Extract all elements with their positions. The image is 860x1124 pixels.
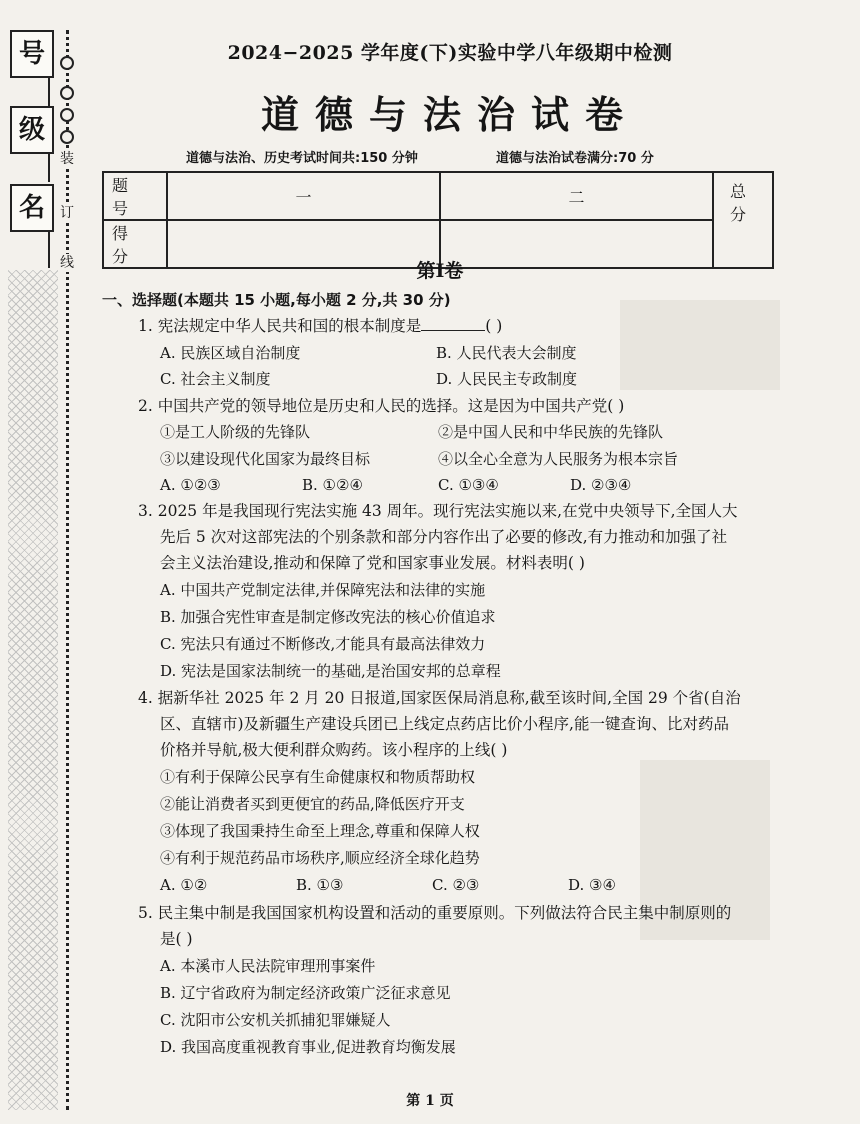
option-c: C. 沈阳市公安机关抓捕犯罪嫌疑人 bbox=[160, 1011, 391, 1029]
section-1-title: 一、选择题(本题共 15 小题,每小题 2 分,共 30 分) bbox=[102, 291, 451, 309]
statement-2: ②是中国人民和中华民族的先锋队 bbox=[438, 423, 664, 441]
col-section-2: 二 bbox=[440, 172, 713, 220]
volume-title: 第Ⅰ卷 bbox=[416, 260, 464, 282]
question-5-stem: 是( ) bbox=[160, 930, 193, 948]
option-d: D. 我国高度重视教育事业,促进教育均衡发展 bbox=[160, 1038, 456, 1056]
answer-blank bbox=[421, 316, 485, 331]
binding-rule bbox=[48, 76, 50, 106]
exam-title: 道德与法治试卷 bbox=[260, 92, 639, 137]
binding-hatch-pattern bbox=[8, 270, 58, 1110]
seal-word-ding: 订 bbox=[60, 205, 74, 221]
statement-4: ④以全心全意为人民服务为根本宗旨 bbox=[438, 450, 679, 468]
seal-word-xian: 线 bbox=[60, 255, 74, 271]
option-b: B. 人民代表大会制度 bbox=[436, 344, 577, 362]
option-d: D. 人民民主专政制度 bbox=[436, 370, 578, 388]
exam-subtitle: 2024−2025 学年度(下)实验中学八年级期中检测 bbox=[227, 42, 673, 64]
option-a: A. ①②③ bbox=[160, 476, 221, 494]
binding-strip bbox=[0, 0, 90, 1124]
question-2-stem: 2. 中国共产党的领导地位是历史和人民的选择。这是因为中国共产党( ) bbox=[138, 397, 625, 415]
question-1-text: 1. 宪法规定中华人民共和国的根本制度是 bbox=[138, 317, 422, 335]
option-d: D. ③④ bbox=[568, 876, 616, 894]
class-label: 级 bbox=[10, 106, 54, 154]
question-4-stem: 价格并导航,极大便利群众购药。该小程序的上线( ) bbox=[160, 741, 508, 759]
option-a: A. 民族区域自治制度 bbox=[160, 344, 301, 362]
exam-time-info: 道德与法治、历史考试时间共:150 分钟 bbox=[186, 151, 418, 166]
question-3-stem: 先后 5 次对这部宪法的个别条款和部分内容作出了必要的修改,有力推动和加强了社 bbox=[160, 528, 728, 546]
circle-mark bbox=[60, 86, 74, 100]
row-head-question-number: 题 号 bbox=[103, 172, 167, 220]
row-head-score: 得 分 bbox=[103, 220, 167, 268]
circle-mark bbox=[60, 130, 74, 144]
option-c: C. 社会主义制度 bbox=[160, 370, 271, 388]
col-total: 总 分 bbox=[713, 172, 773, 268]
student-number-label: 号 bbox=[10, 30, 54, 78]
option-a: A. 中国共产党制定法律,并保障宪法和法律的实施 bbox=[160, 581, 486, 599]
statement-1: ①是工人阶级的先锋队 bbox=[160, 423, 311, 441]
col-section-1: 一 bbox=[167, 172, 440, 220]
statement-3: ③体现了我国秉持生命至上理念,尊重和保障人权 bbox=[160, 822, 480, 840]
scan-shadow bbox=[620, 300, 780, 390]
question-4-stem: 4. 据新华社 2025 年 2 月 20 日报道,国家医保局消息称,截至该时间,全国 29 个省(自治 bbox=[138, 689, 741, 707]
full-score-info: 道德与法治试卷满分:70 分 bbox=[496, 151, 654, 166]
option-d: D. 宪法是国家法制统一的基础,是治国安邦的总章程 bbox=[160, 662, 501, 680]
option-d: D. ②③④ bbox=[570, 476, 632, 494]
question-5-stem: 5. 民主集中制是我国国家机构设置和活动的重要原则。下列做法符合民主集中制原则的 bbox=[138, 904, 732, 922]
question-4-stem: 区、直辖市)及新疆生产建设兵团已上线定点药店比价小程序,能一键查询、比对药品 bbox=[160, 715, 729, 733]
question-1-stem bbox=[138, 316, 502, 336]
option-c: C. ①③④ bbox=[438, 476, 499, 494]
statement-1: ①有利于保障公民享有生命健康权和物质帮助权 bbox=[160, 768, 476, 786]
option-a: A. ①② bbox=[160, 876, 208, 894]
seal-word-zhuang: 装 bbox=[60, 151, 74, 167]
statement-2: ②能让消费者买到更便宜的药品,降低医疗开支 bbox=[160, 795, 465, 813]
option-c: C. 宪法只有通过不断修改,才能具有最高法律效力 bbox=[160, 635, 486, 653]
score-table bbox=[102, 171, 774, 269]
option-b: B. 加强合宪性审查是制定修改宪法的核心价值追求 bbox=[160, 608, 496, 626]
option-b: B. 辽宁省政府为制定经济政策广泛征求意见 bbox=[160, 984, 451, 1002]
option-b: B. ①③ bbox=[296, 876, 344, 894]
name-label: 名 bbox=[10, 184, 54, 232]
binding-rule bbox=[48, 230, 50, 268]
question-3-stem: 3. 2025 年是我国现行宪法实施 43 周年。现行宪法实施以来,在党中央领导下,全国人大 bbox=[138, 502, 738, 520]
answer-bracket: ( ) bbox=[485, 317, 503, 335]
statement-4: ④有利于规范药品市场秩序,顺应经济全球化趋势 bbox=[160, 849, 480, 867]
statement-3: ③以建设现代化国家为最终目标 bbox=[160, 450, 371, 468]
option-c: C. ②③ bbox=[432, 876, 480, 894]
circle-mark bbox=[60, 56, 74, 70]
option-b: B. ①②④ bbox=[302, 476, 363, 494]
page-number: 第 1 页 bbox=[406, 1093, 454, 1109]
question-3-stem: 会主义法治建设,推动和保障了党和国家事业发展。材料表明( ) bbox=[160, 554, 585, 572]
binding-rule bbox=[48, 152, 50, 182]
option-a: A. 本溪市人民法院审理刑事案件 bbox=[160, 957, 376, 975]
circle-mark bbox=[60, 108, 74, 122]
binding-dotted-line bbox=[66, 30, 69, 1110]
